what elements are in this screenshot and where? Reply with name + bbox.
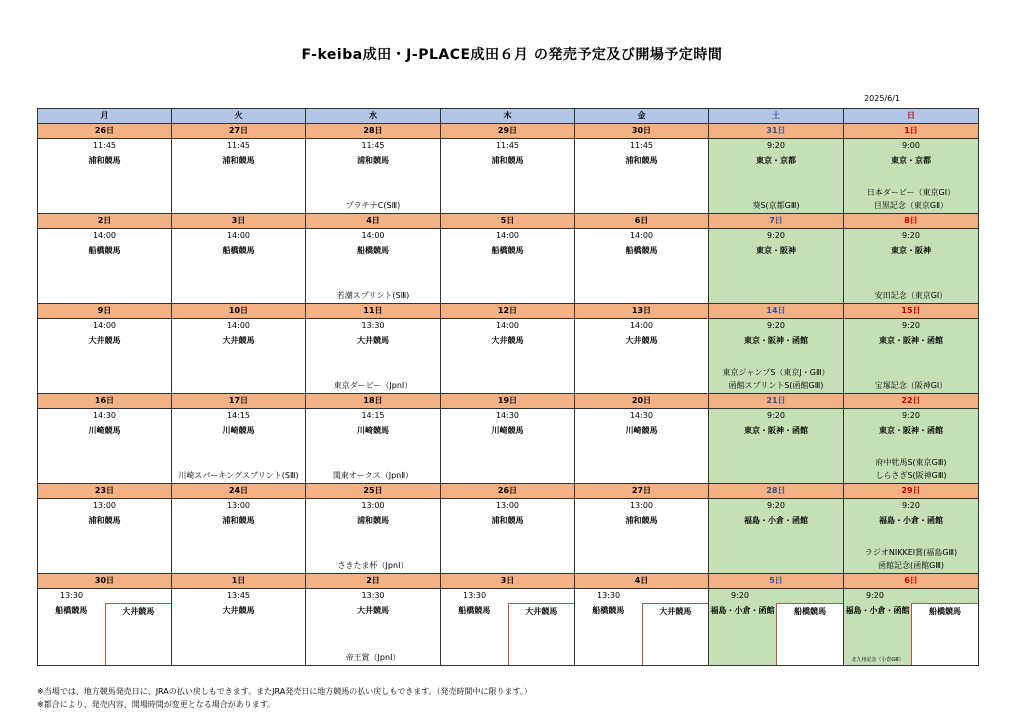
date-cell: 26日	[38, 124, 172, 139]
schedule-cell	[844, 319, 979, 394]
venue-name: 大井競馬	[625, 336, 658, 345]
open-time: 13:30	[463, 591, 487, 600]
date-cell: 24日	[172, 484, 306, 499]
open-time: 9:20	[767, 501, 785, 510]
featured-race: 府中牝馬S(東京GⅢ)	[875, 458, 947, 467]
cell-content	[709, 499, 843, 573]
weekday-sun: 日	[844, 109, 979, 124]
venue-name: 浦和競馬	[625, 516, 658, 525]
date-cell: 31日	[709, 124, 844, 139]
race-note: 北九州記念（小倉GⅢ）	[851, 657, 904, 663]
cell-content	[172, 409, 305, 483]
venue-name: 浦和競馬	[625, 156, 658, 165]
open-time: 14:00	[226, 231, 251, 240]
schedule-cell	[709, 319, 844, 394]
schedule-row	[38, 499, 979, 574]
featured-race: 葵S(京都GⅢ)	[752, 201, 800, 210]
open-time: 9:20	[767, 231, 785, 240]
featured-race: 宝塚記念（阪神GⅠ）	[874, 381, 948, 390]
date-cell: 30日	[38, 574, 172, 589]
cell-content	[172, 229, 305, 303]
venue-name: 東京・京都	[891, 156, 931, 165]
date-cell: 5日	[441, 214, 575, 229]
venue-name: 大井競馬	[491, 336, 524, 345]
date-cell: 14日	[709, 304, 844, 319]
schedule-cell	[38, 499, 172, 574]
venue-right: 大井競馬	[122, 607, 155, 616]
open-time: 9:20	[902, 231, 920, 240]
venue-name: 船橋競馬	[88, 246, 121, 255]
schedule-cell	[38, 589, 172, 666]
cell-content	[575, 139, 708, 213]
footnote-refund: ※当場では、地方競馬発売日に、JRAの払い戻しもできます。またJRA発売日に地方競馬の払い戻しもできます。（発売時間中に限ります。）	[37, 687, 532, 696]
cell-content	[38, 589, 171, 665]
venue-name: 川崎競馬	[625, 426, 658, 435]
venue-name: 東京・阪神	[891, 246, 931, 255]
weekday-mon: 月	[38, 109, 172, 124]
footnote-change: ※都合により、発売内容、開場時間が変更となる場合があります。	[37, 700, 276, 709]
venue-name: 東京・阪神・函館	[879, 426, 943, 435]
date-cell: 10日	[172, 304, 306, 319]
venue-name: 船橋競馬	[625, 246, 658, 255]
cell-content	[38, 409, 171, 483]
venue-name: 船橋競馬	[357, 246, 389, 255]
schedule-cell	[172, 499, 306, 574]
cell-content	[306, 319, 440, 393]
cell-content	[172, 589, 305, 665]
schedule-cell	[844, 499, 979, 574]
open-time: 9:20	[731, 591, 749, 600]
schedule-cell	[844, 139, 979, 214]
schedule-cell	[575, 229, 709, 304]
cell-content	[38, 229, 171, 303]
venue-left: 船橋競馬	[592, 606, 625, 615]
date-cell: 3日	[441, 574, 575, 589]
open-time: 11:45	[495, 141, 520, 150]
venue-right: 船橋競馬	[794, 607, 826, 616]
open-time: 14:00	[226, 321, 251, 330]
venue-name: 川崎競馬	[357, 426, 389, 435]
open-time: 11:45	[92, 141, 117, 150]
open-time: 13:00	[629, 501, 654, 510]
date-cell: 5日	[709, 574, 844, 589]
schedule-cell	[441, 139, 575, 214]
cell-content	[441, 589, 574, 665]
weekday-wed: 水	[306, 109, 441, 124]
venue-name: 川崎競馬	[222, 426, 255, 435]
cell-content	[709, 319, 843, 393]
venue-name: 大井競馬	[357, 606, 389, 615]
venue-name: 浦和競馬	[222, 156, 255, 165]
date-cell: 8日	[844, 214, 979, 229]
cell-content	[441, 319, 574, 393]
open-time: 14:15	[361, 411, 385, 420]
date-cell: 1日	[844, 124, 979, 139]
date-cell: 4日	[306, 214, 441, 229]
open-time: 14:30	[495, 411, 520, 420]
cell-content	[306, 499, 440, 573]
schedule-cell	[575, 319, 709, 394]
schedule-cell	[575, 589, 709, 666]
schedule-cell	[709, 139, 844, 214]
date-cell: 25日	[306, 484, 441, 499]
cell-content	[172, 499, 305, 573]
cell-content	[441, 139, 574, 213]
open-time: 13:00	[495, 501, 520, 510]
date-cell: 16日	[38, 394, 172, 409]
page-title: F-keiba成田・J-PLACE成田６月 の発売予定及び開場予定時間	[301, 47, 723, 63]
schedule-row	[38, 139, 979, 214]
schedule-cell	[306, 319, 441, 394]
weekday-fri: 金	[575, 109, 709, 124]
featured-race: 安田記念（東京GⅠ）	[874, 291, 948, 300]
cell-content	[172, 139, 305, 213]
cell-content	[575, 499, 708, 573]
venue-right-box	[776, 603, 843, 665]
date-cell: 9日	[38, 304, 172, 319]
venue-right: 船橋競馬	[929, 607, 961, 616]
schedule-cell	[844, 229, 979, 304]
venue-name: 大井競馬	[88, 336, 121, 345]
schedule-cell	[709, 499, 844, 574]
cell-content	[575, 229, 708, 303]
venue-right-box	[105, 603, 172, 665]
open-time: 14:00	[495, 231, 520, 240]
schedule-cell	[38, 139, 172, 214]
cell-content	[844, 409, 978, 483]
date-row	[38, 304, 979, 319]
schedule-row	[38, 319, 979, 394]
date-row	[38, 394, 979, 409]
schedule-cell	[441, 589, 575, 666]
date-cell: 18日	[306, 394, 441, 409]
cell-content	[844, 589, 978, 665]
venue-name: 福島・小倉・函館	[879, 516, 943, 525]
open-time: 14:15	[226, 411, 251, 420]
venue-name: 浦和競馬	[222, 516, 255, 525]
cell-content	[575, 589, 708, 665]
cell-content	[38, 499, 171, 573]
schedule-cell	[575, 499, 709, 574]
cell-content	[575, 319, 708, 393]
weekday-header-row	[38, 109, 979, 124]
venue-name: 東京・阪神	[756, 246, 796, 255]
schedule-cell	[172, 409, 306, 484]
open-time: 9:20	[767, 321, 785, 330]
date-cell: 17日	[172, 394, 306, 409]
featured-race: 東京ジャンプS（東京J・GⅢ）	[722, 368, 830, 377]
featured-race: しらさぎS(阪神GⅢ)	[875, 471, 947, 480]
venue-name: 東京・阪神・函館	[744, 336, 808, 345]
schedule-cell	[844, 589, 979, 666]
document-date: 2025/6/1	[864, 94, 900, 103]
featured-race: さきたま杯（JpnⅠ）	[337, 561, 409, 570]
schedule-cell	[306, 499, 441, 574]
date-cell: 4日	[575, 574, 709, 589]
cell-content	[441, 409, 574, 483]
cell-content	[172, 319, 305, 393]
venue-right-box	[911, 603, 978, 665]
schedule-cell	[441, 409, 575, 484]
featured-race: 東京ダービー（JpnⅠ）	[333, 381, 413, 390]
open-time: 13:30	[60, 591, 84, 600]
schedule-cell	[844, 409, 979, 484]
featured-race: 日本ダービー（東京GⅠ）	[866, 188, 956, 197]
date-cell: 6日	[844, 574, 979, 589]
schedule-cell	[441, 229, 575, 304]
cell-content	[38, 319, 171, 393]
date-cell: 15日	[844, 304, 979, 319]
venue-name: 浦和競馬	[357, 516, 389, 525]
featured-race: 関東オークス（JpnⅡ）	[332, 471, 414, 480]
venue-right: 大井競馬	[659, 607, 692, 616]
open-time: 14:00	[361, 231, 385, 240]
open-time: 9:20	[902, 411, 920, 420]
schedule-cell	[575, 139, 709, 214]
cell-content	[709, 589, 843, 665]
schedule-cell	[306, 409, 441, 484]
venue-name: 浦和競馬	[88, 516, 121, 525]
date-row	[38, 214, 979, 229]
venue-name: 福島・小倉・函館	[744, 516, 808, 525]
date-cell: 2日	[38, 214, 172, 229]
venue-left: 船橋競馬	[458, 606, 491, 615]
schedule-row	[38, 409, 979, 484]
date-cell: 12日	[441, 304, 575, 319]
open-time: 11:45	[361, 141, 385, 150]
open-time: 9:20	[902, 321, 920, 330]
open-time: 11:45	[629, 141, 654, 150]
open-time: 14:00	[92, 231, 117, 240]
date-row	[38, 484, 979, 499]
cell-content	[844, 319, 978, 393]
venue-name: 大井競馬	[222, 336, 255, 345]
schedule-cell	[172, 319, 306, 394]
venue-name: 大井競馬	[357, 336, 389, 345]
venue-name: 船橋競馬	[491, 246, 524, 255]
schedule-cell	[172, 139, 306, 214]
cell-content	[709, 229, 843, 303]
cell-content	[844, 499, 978, 573]
schedule-row	[38, 229, 979, 304]
date-row	[38, 124, 979, 139]
schedule-cell	[38, 319, 172, 394]
date-cell: 20日	[575, 394, 709, 409]
schedule-calendar	[37, 108, 979, 666]
open-time: 14:00	[92, 321, 117, 330]
venue-name: 浦和競馬	[88, 156, 121, 165]
date-cell: 13日	[575, 304, 709, 319]
schedule-cell	[441, 499, 575, 574]
schedule-cell	[38, 229, 172, 304]
date-cell: 27日	[172, 124, 306, 139]
date-cell: 29日	[441, 124, 575, 139]
date-cell: 22日	[844, 394, 979, 409]
cell-content	[441, 499, 574, 573]
date-cell: 28日	[306, 124, 441, 139]
date-cell: 28日	[709, 484, 844, 499]
venue-name: 川崎競馬	[491, 426, 524, 435]
open-time: 11:45	[226, 141, 251, 150]
open-time: 9:20	[866, 591, 884, 600]
date-cell: 7日	[709, 214, 844, 229]
date-cell: 1日	[172, 574, 306, 589]
date-row	[38, 574, 979, 589]
featured-race: 函館スプリントS(函館GⅢ)	[728, 381, 824, 390]
venue-name: 浦和競馬	[357, 156, 389, 165]
date-cell: 27日	[575, 484, 709, 499]
schedule-cell	[575, 409, 709, 484]
schedule-cell	[172, 229, 306, 304]
open-time: 14:30	[629, 411, 654, 420]
cell-content	[844, 139, 978, 213]
open-time: 13:45	[226, 591, 251, 600]
venue-left: 船橋競馬	[55, 606, 88, 615]
cell-content	[306, 589, 440, 665]
schedule-row	[38, 589, 979, 666]
schedule-cell	[306, 139, 441, 214]
open-time: 9:20	[767, 141, 785, 150]
featured-race: 函館記念(函館GⅢ)	[878, 561, 944, 570]
schedule-cell	[306, 589, 441, 666]
venue-right-box	[642, 603, 709, 665]
cell-content	[306, 229, 440, 303]
date-cell: 11日	[306, 304, 441, 319]
open-time: 14:00	[629, 321, 654, 330]
weekday-sat: 土	[709, 109, 844, 124]
venue-name: 船橋競馬	[222, 246, 255, 255]
cell-content	[844, 229, 978, 303]
venue-left: 福島・小倉・函館	[845, 606, 910, 615]
date-cell: 30日	[575, 124, 709, 139]
open-time: 13:00	[92, 501, 117, 510]
open-time: 9:20	[767, 411, 785, 420]
open-time: 9:20	[902, 501, 920, 510]
featured-race: 若潮スプリント(SⅢ)	[336, 291, 410, 300]
schedule-cell	[172, 589, 306, 666]
open-time: 13:00	[226, 501, 251, 510]
featured-race: プラチナC(SⅢ)	[345, 201, 401, 210]
schedule-cell	[709, 409, 844, 484]
open-time: 14:30	[92, 411, 117, 420]
featured-race: ラジオNIKKEI賞(福島GⅢ)	[864, 548, 958, 557]
date-cell: 3日	[172, 214, 306, 229]
schedule-cell	[709, 589, 844, 666]
venue-right: 大井競馬	[525, 607, 558, 616]
open-time: 14:00	[629, 231, 654, 240]
schedule-cell	[38, 409, 172, 484]
venue-name: 浦和競馬	[491, 156, 524, 165]
venue-left: 福島・小倉・函館	[710, 606, 775, 615]
schedule-cell	[306, 229, 441, 304]
date-cell: 2日	[306, 574, 441, 589]
open-time: 13:30	[597, 591, 621, 600]
weekday-thu: 木	[441, 109, 575, 124]
open-time: 13:30	[361, 321, 385, 330]
open-time: 14:00	[495, 321, 520, 330]
cell-content	[306, 139, 440, 213]
venue-name: 東京・京都	[756, 156, 796, 165]
cell-content	[709, 139, 843, 213]
cell-content	[709, 409, 843, 483]
cell-content	[38, 139, 171, 213]
schedule-cell	[441, 319, 575, 394]
date-cell: 23日	[38, 484, 172, 499]
cell-content	[306, 409, 440, 483]
date-cell: 21日	[709, 394, 844, 409]
featured-race: 帝王賞（JpnⅠ）	[345, 653, 401, 662]
venue-name: 東京・阪神・函館	[744, 426, 808, 435]
date-cell: 19日	[441, 394, 575, 409]
date-cell: 26日	[441, 484, 575, 499]
venue-right-box	[508, 603, 575, 665]
cell-content	[441, 229, 574, 303]
venue-name: 浦和競馬	[491, 516, 524, 525]
venue-name: 川崎競馬	[88, 426, 121, 435]
cell-content	[575, 409, 708, 483]
schedule-cell	[709, 229, 844, 304]
open-time: 9:00	[902, 141, 920, 150]
open-time: 13:30	[361, 591, 385, 600]
venue-name: 大井競馬	[222, 606, 255, 615]
venue-name: 東京・阪神・函館	[879, 336, 943, 345]
date-cell: 29日	[844, 484, 979, 499]
weekday-tue: 火	[172, 109, 306, 124]
open-time: 13:00	[361, 501, 385, 510]
date-cell: 6日	[575, 214, 709, 229]
featured-race: 目黒記念（東京GⅡ）	[873, 201, 949, 210]
featured-race: 川崎スパーキングスプリント(SⅢ)	[178, 471, 299, 480]
